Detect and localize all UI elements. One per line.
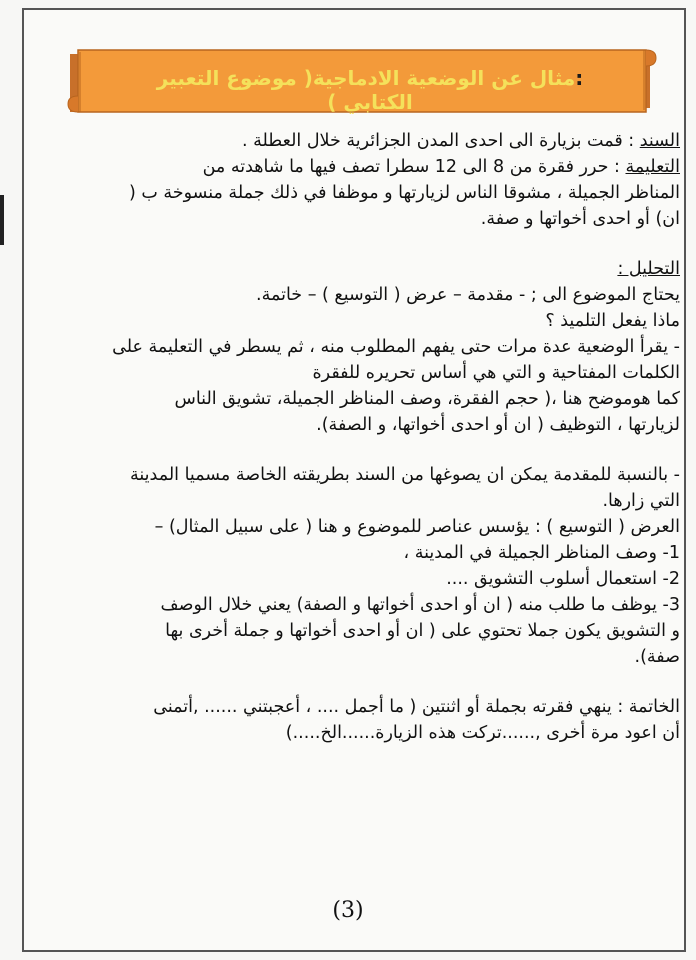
banner-title-text: مثال عن الوضعية الادماجية( موضوع التعبير الكتابي ) [156, 66, 576, 114]
muqaddima-line-2: التي زارها. [602, 491, 680, 511]
sanad-label: السند [639, 131, 680, 151]
sanad-line [40, 128, 680, 154]
page-number: (3) [332, 898, 364, 923]
sanad-text: : قمت بزيارة الى احدى المدن الجزائرية خلال العطلة . [241, 131, 640, 151]
tahlil-line-5: كما هوموضح هنا ،( حجم الفقرة، وصف المناظر الجميلة، تشويق الناس [174, 389, 680, 409]
ard-item-3c: صفة). [634, 647, 680, 667]
ard-item-2: 2- استعمال أسلوب التشويق .... [446, 569, 680, 589]
tahlil-line-1: يحتاج الموضوع الى ; - مقدمة – عرض ( التوسيع ) – خاتمة. [256, 285, 680, 305]
taalima-line-3: ان) أو احدى أخواتها و صفة. [480, 209, 680, 229]
banner-title [130, 66, 610, 114]
spacer [40, 438, 680, 462]
taalima-line-1 [40, 154, 680, 180]
taalima-label: التعليمة [625, 157, 680, 177]
khatima-line-2: أن اعود مرة أخرى ,......تركت هذه الزيارة......الخ.....) [285, 723, 680, 743]
ard-line-1: العرض ( التوسيع ) : يؤسس عناصر للموضوع و هنا ( على سبيل المثال) – [154, 517, 680, 537]
khatima-line-1: الخاتمة : ينهي فقرته بجملة أو اثنتين ( ما أجمل .... ، أعجبتني ...... ,أتمنى [153, 697, 680, 717]
ard-item-1: 1- وصف المناظر الجميلة في المدينة ، [403, 543, 680, 563]
banner-title-colon: : [575, 66, 584, 90]
document-body [40, 128, 680, 746]
spacer [40, 670, 680, 694]
taalima-text-1: : حرر فقرة من 8 الى 12 سطرا تصف فيها ما شاهدته من [202, 157, 626, 177]
tahlil-line-6: لزيارتها ، التوظيف ( ان أو احدى أخواتها، و الصفة). [316, 415, 680, 435]
taalima-line-2: المناظر الجميلة ، مشوقا الناس لزيارتها و موظفا في ذلك جملة منسوخة ب ( [128, 183, 680, 203]
tahlil-heading: التحليل : [617, 259, 680, 279]
tahlil-line-3: - يقرأ الوضعية عدة مرات حتى يفهم المطلوب منه ، ثم يسطر في التعليمة على [112, 337, 680, 357]
tahlil-line-4: الكلمات المفتاحية و التي هي أساس تحريره للفقرة [312, 363, 680, 383]
spacer [40, 232, 680, 256]
title-banner [60, 48, 660, 118]
ard-item-3a: 3- يوظف ما طلب منه ( ان أو احدى أخواتها و الصفة) يعني خلال الوصف [160, 595, 680, 615]
muqaddima-line-1: - بالنسبة للمقدمة يمكن ان يصوغها من السند بطريقته الخاصة مسميا المدينة [129, 465, 680, 485]
left-edge-mark [0, 195, 4, 245]
tahlil-line-2: ماذا يفعل التلميذ ؟ [545, 311, 680, 331]
ard-item-3b: و التشويق يكون جملا تحتوي على ( ان أو احدى أخواتها و جملة أخرى بها [165, 621, 680, 641]
